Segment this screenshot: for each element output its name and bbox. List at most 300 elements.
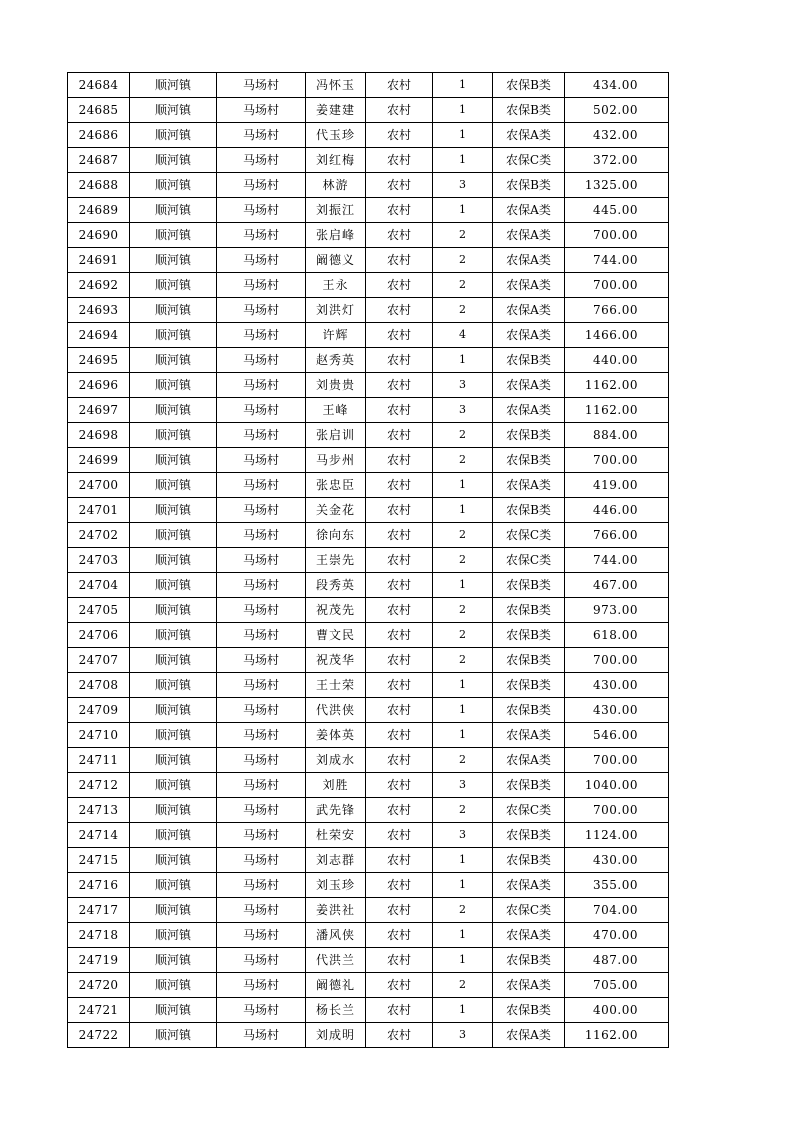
amount-cell: 700.00 — [565, 273, 669, 298]
insurance-category-cell: 农保B类 — [493, 948, 565, 973]
person-count-cell: 1 — [433, 723, 493, 748]
person-name-cell: 姜体英 — [306, 723, 366, 748]
person-count-cell: 1 — [433, 573, 493, 598]
insurance-category-cell: 农保B类 — [493, 773, 565, 798]
record-id-cell: 24708 — [68, 673, 130, 698]
table-row — [68, 273, 669, 298]
amount-cell: 700.00 — [565, 648, 669, 673]
amount-cell: 744.00 — [565, 548, 669, 573]
household-type-cell: 农村 — [366, 923, 433, 948]
table-row — [68, 548, 669, 573]
village-cell: 马场村 — [217, 498, 306, 523]
amount-cell: 355.00 — [565, 873, 669, 898]
household-type-cell: 农村 — [366, 373, 433, 398]
record-id-cell: 24701 — [68, 498, 130, 523]
household-type-cell: 农村 — [366, 273, 433, 298]
record-id-cell: 24689 — [68, 198, 130, 223]
amount-cell: 1162.00 — [565, 398, 669, 423]
person-name-cell: 阚德义 — [306, 248, 366, 273]
table-row — [68, 73, 669, 98]
town-cell: 顺河镇 — [130, 948, 217, 973]
town-cell: 顺河镇 — [130, 223, 217, 248]
town-cell: 顺河镇 — [130, 723, 217, 748]
amount-cell: 400.00 — [565, 998, 669, 1023]
person-name-cell: 段秀英 — [306, 573, 366, 598]
household-type-cell: 农村 — [366, 323, 433, 348]
amount-cell: 470.00 — [565, 923, 669, 948]
amount-cell: 419.00 — [565, 473, 669, 498]
household-type-cell: 农村 — [366, 848, 433, 873]
record-id-cell: 24710 — [68, 723, 130, 748]
person-count-cell: 1 — [433, 473, 493, 498]
person-count-cell: 1 — [433, 848, 493, 873]
record-id-cell: 24702 — [68, 523, 130, 548]
town-cell: 顺河镇 — [130, 773, 217, 798]
village-cell: 马场村 — [217, 773, 306, 798]
person-name-cell: 王峰 — [306, 398, 366, 423]
household-type-cell: 农村 — [366, 648, 433, 673]
amount-cell: 766.00 — [565, 523, 669, 548]
amount-cell: 1124.00 — [565, 823, 669, 848]
village-cell: 马场村 — [217, 248, 306, 273]
village-cell: 马场村 — [217, 423, 306, 448]
amount-cell: 700.00 — [565, 798, 669, 823]
insurance-category-cell: 农保B类 — [493, 848, 565, 873]
amount-cell: 700.00 — [565, 448, 669, 473]
town-cell: 顺河镇 — [130, 598, 217, 623]
person-name-cell: 许辉 — [306, 323, 366, 348]
person-name-cell: 潘风侠 — [306, 923, 366, 948]
insurance-category-cell: 农保B类 — [493, 498, 565, 523]
household-type-cell: 农村 — [366, 523, 433, 548]
household-type-cell: 农村 — [366, 898, 433, 923]
amount-cell: 618.00 — [565, 623, 669, 648]
amount-cell: 430.00 — [565, 848, 669, 873]
amount-cell: 704.00 — [565, 898, 669, 923]
town-cell: 顺河镇 — [130, 548, 217, 573]
person-name-cell: 王永 — [306, 273, 366, 298]
table-row — [68, 348, 669, 373]
person-name-cell: 刘红梅 — [306, 148, 366, 173]
village-cell: 马场村 — [217, 73, 306, 98]
table-row — [68, 973, 669, 998]
village-cell: 马场村 — [217, 398, 306, 423]
town-cell: 顺河镇 — [130, 798, 217, 823]
person-count-cell: 1 — [433, 998, 493, 1023]
town-cell: 顺河镇 — [130, 348, 217, 373]
table-row — [68, 98, 669, 123]
record-id-cell: 24699 — [68, 448, 130, 473]
town-cell: 顺河镇 — [130, 123, 217, 148]
person-count-cell: 1 — [433, 498, 493, 523]
village-cell: 马场村 — [217, 223, 306, 248]
household-type-cell: 农村 — [366, 448, 433, 473]
table-row — [68, 498, 669, 523]
record-id-cell: 24714 — [68, 823, 130, 848]
person-name-cell: 姜洪社 — [306, 898, 366, 923]
village-cell: 马场村 — [217, 148, 306, 173]
amount-cell: 445.00 — [565, 198, 669, 223]
person-count-cell: 2 — [433, 248, 493, 273]
town-cell: 顺河镇 — [130, 98, 217, 123]
person-name-cell: 武先锋 — [306, 798, 366, 823]
table-row — [68, 448, 669, 473]
record-id-cell: 24707 — [68, 648, 130, 673]
village-cell: 马场村 — [217, 448, 306, 473]
insurance-category-cell: 农保C类 — [493, 548, 565, 573]
record-id-cell: 24722 — [68, 1023, 130, 1048]
table-row — [68, 173, 669, 198]
table-row — [68, 998, 669, 1023]
village-cell: 马场村 — [217, 298, 306, 323]
person-count-cell: 4 — [433, 323, 493, 348]
household-type-cell: 农村 — [366, 248, 433, 273]
amount-cell: 700.00 — [565, 223, 669, 248]
amount-cell: 446.00 — [565, 498, 669, 523]
table-row — [68, 123, 669, 148]
village-cell: 马场村 — [217, 873, 306, 898]
town-cell: 顺河镇 — [130, 573, 217, 598]
household-type-cell: 农村 — [366, 723, 433, 748]
amount-cell: 705.00 — [565, 973, 669, 998]
person-name-cell: 刘志群 — [306, 848, 366, 873]
insurance-category-cell: 农保A类 — [493, 198, 565, 223]
person-name-cell: 王士荣 — [306, 673, 366, 698]
record-id-cell: 24711 — [68, 748, 130, 773]
record-id-cell: 24700 — [68, 473, 130, 498]
town-cell: 顺河镇 — [130, 923, 217, 948]
record-id-cell: 24718 — [68, 923, 130, 948]
insurance-category-cell: 农保C类 — [493, 523, 565, 548]
household-type-cell: 农村 — [366, 698, 433, 723]
household-type-cell: 农村 — [366, 948, 433, 973]
village-cell: 马场村 — [217, 798, 306, 823]
table-row — [68, 148, 669, 173]
household-type-cell: 农村 — [366, 573, 433, 598]
record-id-cell: 24704 — [68, 573, 130, 598]
person-count-cell: 2 — [433, 523, 493, 548]
person-count-cell: 2 — [433, 648, 493, 673]
table-row — [68, 248, 669, 273]
town-cell: 顺河镇 — [130, 673, 217, 698]
insurance-category-cell: 农保A类 — [493, 923, 565, 948]
town-cell: 顺河镇 — [130, 498, 217, 523]
person-name-cell: 阚德礼 — [306, 973, 366, 998]
person-count-cell: 1 — [433, 73, 493, 98]
village-cell: 马场村 — [217, 648, 306, 673]
village-cell: 马场村 — [217, 473, 306, 498]
insurance-category-cell: 农保B类 — [493, 573, 565, 598]
person-count-cell: 3 — [433, 173, 493, 198]
amount-cell: 1466.00 — [565, 323, 669, 348]
town-cell: 顺河镇 — [130, 373, 217, 398]
insurance-category-cell: 农保B类 — [493, 423, 565, 448]
person-count-cell: 1 — [433, 673, 493, 698]
insurance-category-cell: 农保B类 — [493, 73, 565, 98]
person-name-cell: 代洪侠 — [306, 698, 366, 723]
amount-cell: 766.00 — [565, 298, 669, 323]
town-cell: 顺河镇 — [130, 73, 217, 98]
town-cell: 顺河镇 — [130, 173, 217, 198]
insurance-category-cell: 农保A类 — [493, 1023, 565, 1048]
person-name-cell: 张启训 — [306, 423, 366, 448]
amount-cell: 973.00 — [565, 598, 669, 623]
person-count-cell: 2 — [433, 798, 493, 823]
insurance-category-cell: 农保A类 — [493, 123, 565, 148]
village-cell: 马场村 — [217, 573, 306, 598]
town-cell: 顺河镇 — [130, 398, 217, 423]
amount-cell: 546.00 — [565, 723, 669, 748]
record-id-cell: 24703 — [68, 548, 130, 573]
village-cell: 马场村 — [217, 723, 306, 748]
insurance-category-cell: 农保A类 — [493, 248, 565, 273]
village-cell: 马场村 — [217, 173, 306, 198]
person-count-cell: 3 — [433, 1023, 493, 1048]
record-id-cell: 24715 — [68, 848, 130, 873]
person-name-cell: 杨长兰 — [306, 998, 366, 1023]
record-id-cell: 24692 — [68, 273, 130, 298]
record-id-cell: 24690 — [68, 223, 130, 248]
person-name-cell: 祝茂先 — [306, 598, 366, 623]
household-type-cell: 农村 — [366, 673, 433, 698]
village-cell: 马场村 — [217, 198, 306, 223]
household-type-cell: 农村 — [366, 73, 433, 98]
record-id-cell: 24717 — [68, 898, 130, 923]
town-cell: 顺河镇 — [130, 248, 217, 273]
insurance-category-cell: 农保C类 — [493, 798, 565, 823]
town-cell: 顺河镇 — [130, 623, 217, 648]
village-cell: 马场村 — [217, 673, 306, 698]
person-count-cell: 1 — [433, 198, 493, 223]
household-type-cell: 农村 — [366, 148, 433, 173]
household-type-cell: 农村 — [366, 398, 433, 423]
person-name-cell: 赵秀英 — [306, 348, 366, 373]
household-type-cell: 农村 — [366, 173, 433, 198]
record-id-cell: 24691 — [68, 248, 130, 273]
record-id-cell: 24696 — [68, 373, 130, 398]
person-count-cell: 2 — [433, 298, 493, 323]
record-id-cell: 24695 — [68, 348, 130, 373]
table-row — [68, 573, 669, 598]
household-type-cell: 农村 — [366, 798, 433, 823]
person-name-cell: 关金花 — [306, 498, 366, 523]
amount-cell: 440.00 — [565, 348, 669, 373]
record-id-cell: 24720 — [68, 973, 130, 998]
insurance-category-cell: 农保B类 — [493, 448, 565, 473]
town-cell: 顺河镇 — [130, 523, 217, 548]
village-cell: 马场村 — [217, 523, 306, 548]
record-id-cell: 24712 — [68, 773, 130, 798]
insurance-category-cell: 农保A类 — [493, 298, 565, 323]
household-type-cell: 农村 — [366, 98, 433, 123]
village-cell: 马场村 — [217, 1023, 306, 1048]
record-id-cell: 24694 — [68, 323, 130, 348]
person-count-cell: 2 — [433, 898, 493, 923]
town-cell: 顺河镇 — [130, 698, 217, 723]
person-name-cell: 刘洪灯 — [306, 298, 366, 323]
household-type-cell: 农村 — [366, 348, 433, 373]
village-cell: 马场村 — [217, 273, 306, 298]
insurance-category-cell: 农保A类 — [493, 973, 565, 998]
village-cell: 马场村 — [217, 98, 306, 123]
person-name-cell: 王崇先 — [306, 548, 366, 573]
village-cell: 马场村 — [217, 848, 306, 873]
record-id-cell: 24688 — [68, 173, 130, 198]
record-id-cell: 24687 — [68, 148, 130, 173]
table-row — [68, 773, 669, 798]
record-id-cell: 24698 — [68, 423, 130, 448]
village-cell: 马场村 — [217, 948, 306, 973]
insurance-category-cell: 农保C类 — [493, 898, 565, 923]
insurance-category-cell: 农保A类 — [493, 373, 565, 398]
person-count-cell: 2 — [433, 273, 493, 298]
household-type-cell: 农村 — [366, 423, 433, 448]
town-cell: 顺河镇 — [130, 273, 217, 298]
insurance-category-cell: 农保A类 — [493, 748, 565, 773]
person-name-cell: 马步州 — [306, 448, 366, 473]
household-type-cell: 农村 — [366, 823, 433, 848]
amount-cell: 432.00 — [565, 123, 669, 148]
amount-cell: 372.00 — [565, 148, 669, 173]
person-name-cell: 林游 — [306, 173, 366, 198]
table-row — [68, 373, 669, 398]
town-cell: 顺河镇 — [130, 898, 217, 923]
household-type-cell: 农村 — [366, 223, 433, 248]
village-cell: 马场村 — [217, 348, 306, 373]
insurance-category-cell: 农保B类 — [493, 823, 565, 848]
insurance-category-cell: 农保A类 — [493, 873, 565, 898]
person-count-cell: 2 — [433, 748, 493, 773]
person-name-cell: 刘玉珍 — [306, 873, 366, 898]
amount-cell: 884.00 — [565, 423, 669, 448]
village-cell: 马场村 — [217, 923, 306, 948]
town-cell: 顺河镇 — [130, 323, 217, 348]
table-row — [68, 298, 669, 323]
record-id-cell: 24709 — [68, 698, 130, 723]
person-count-cell: 2 — [433, 223, 493, 248]
household-type-cell: 农村 — [366, 473, 433, 498]
record-id-cell: 24686 — [68, 123, 130, 148]
town-cell: 顺河镇 — [130, 423, 217, 448]
record-id-cell: 24684 — [68, 73, 130, 98]
household-type-cell: 农村 — [366, 498, 433, 523]
town-cell: 顺河镇 — [130, 848, 217, 873]
amount-cell: 744.00 — [565, 248, 669, 273]
person-count-cell: 1 — [433, 923, 493, 948]
town-cell: 顺河镇 — [130, 148, 217, 173]
amount-cell: 430.00 — [565, 698, 669, 723]
insurance-category-cell: 农保A类 — [493, 398, 565, 423]
table-row — [68, 223, 669, 248]
insurance-category-cell: 农保B类 — [493, 673, 565, 698]
person-name-cell: 曹文民 — [306, 623, 366, 648]
table-row — [68, 523, 669, 548]
person-name-cell: 刘胜 — [306, 773, 366, 798]
person-count-cell: 3 — [433, 398, 493, 423]
record-id-cell: 24705 — [68, 598, 130, 623]
person-count-cell: 1 — [433, 348, 493, 373]
insurance-category-cell: 农保A类 — [493, 473, 565, 498]
person-count-cell: 3 — [433, 373, 493, 398]
household-type-cell: 农村 — [366, 598, 433, 623]
village-cell: 马场村 — [217, 998, 306, 1023]
amount-cell: 1162.00 — [565, 1023, 669, 1048]
household-type-cell: 农村 — [366, 623, 433, 648]
person-count-cell: 2 — [433, 448, 493, 473]
person-count-cell: 2 — [433, 598, 493, 623]
amount-cell: 467.00 — [565, 573, 669, 598]
person-count-cell: 2 — [433, 423, 493, 448]
person-name-cell: 刘贵贵 — [306, 373, 366, 398]
amount-cell: 1325.00 — [565, 173, 669, 198]
person-count-cell: 1 — [433, 698, 493, 723]
table-body — [68, 73, 669, 1048]
table-row — [68, 923, 669, 948]
person-name-cell: 祝茂华 — [306, 648, 366, 673]
insurance-category-cell: 农保B类 — [493, 648, 565, 673]
person-count-cell: 1 — [433, 873, 493, 898]
person-count-cell: 2 — [433, 973, 493, 998]
amount-cell: 487.00 — [565, 948, 669, 973]
table-row — [68, 423, 669, 448]
town-cell: 顺河镇 — [130, 473, 217, 498]
village-cell: 马场村 — [217, 748, 306, 773]
town-cell: 顺河镇 — [130, 448, 217, 473]
person-name-cell: 张忠臣 — [306, 473, 366, 498]
insurance-category-cell: 农保B类 — [493, 98, 565, 123]
insurance-category-cell: 农保B类 — [493, 348, 565, 373]
table-row — [68, 473, 669, 498]
record-id-cell: 24685 — [68, 98, 130, 123]
record-id-cell: 24719 — [68, 948, 130, 973]
town-cell: 顺河镇 — [130, 998, 217, 1023]
amount-cell: 430.00 — [565, 673, 669, 698]
table-row — [68, 723, 669, 748]
insurance-category-cell: 农保C类 — [493, 148, 565, 173]
household-type-cell: 农村 — [366, 298, 433, 323]
person-count-cell: 2 — [433, 623, 493, 648]
table-row — [68, 898, 669, 923]
table-row — [68, 948, 669, 973]
village-cell: 马场村 — [217, 123, 306, 148]
insurance-category-cell: 农保A类 — [493, 723, 565, 748]
household-type-cell: 农村 — [366, 773, 433, 798]
table-row — [68, 323, 669, 348]
town-cell: 顺河镇 — [130, 873, 217, 898]
town-cell: 顺河镇 — [130, 1023, 217, 1048]
table-row — [68, 673, 669, 698]
town-cell: 顺河镇 — [130, 298, 217, 323]
household-type-cell: 农村 — [366, 873, 433, 898]
amount-cell: 1040.00 — [565, 773, 669, 798]
village-cell: 马场村 — [217, 898, 306, 923]
amount-cell: 1162.00 — [565, 373, 669, 398]
insurance-category-cell: 农保B类 — [493, 698, 565, 723]
person-count-cell: 3 — [433, 773, 493, 798]
record-id-cell: 24693 — [68, 298, 130, 323]
table-row — [68, 798, 669, 823]
person-count-cell: 1 — [433, 948, 493, 973]
table-row — [68, 873, 669, 898]
table-row — [68, 398, 669, 423]
person-count-cell: 3 — [433, 823, 493, 848]
town-cell: 顺河镇 — [130, 198, 217, 223]
table-row — [68, 198, 669, 223]
table-row — [68, 623, 669, 648]
town-cell: 顺河镇 — [130, 748, 217, 773]
insurance-category-cell: 农保B类 — [493, 598, 565, 623]
household-type-cell: 农村 — [366, 998, 433, 1023]
